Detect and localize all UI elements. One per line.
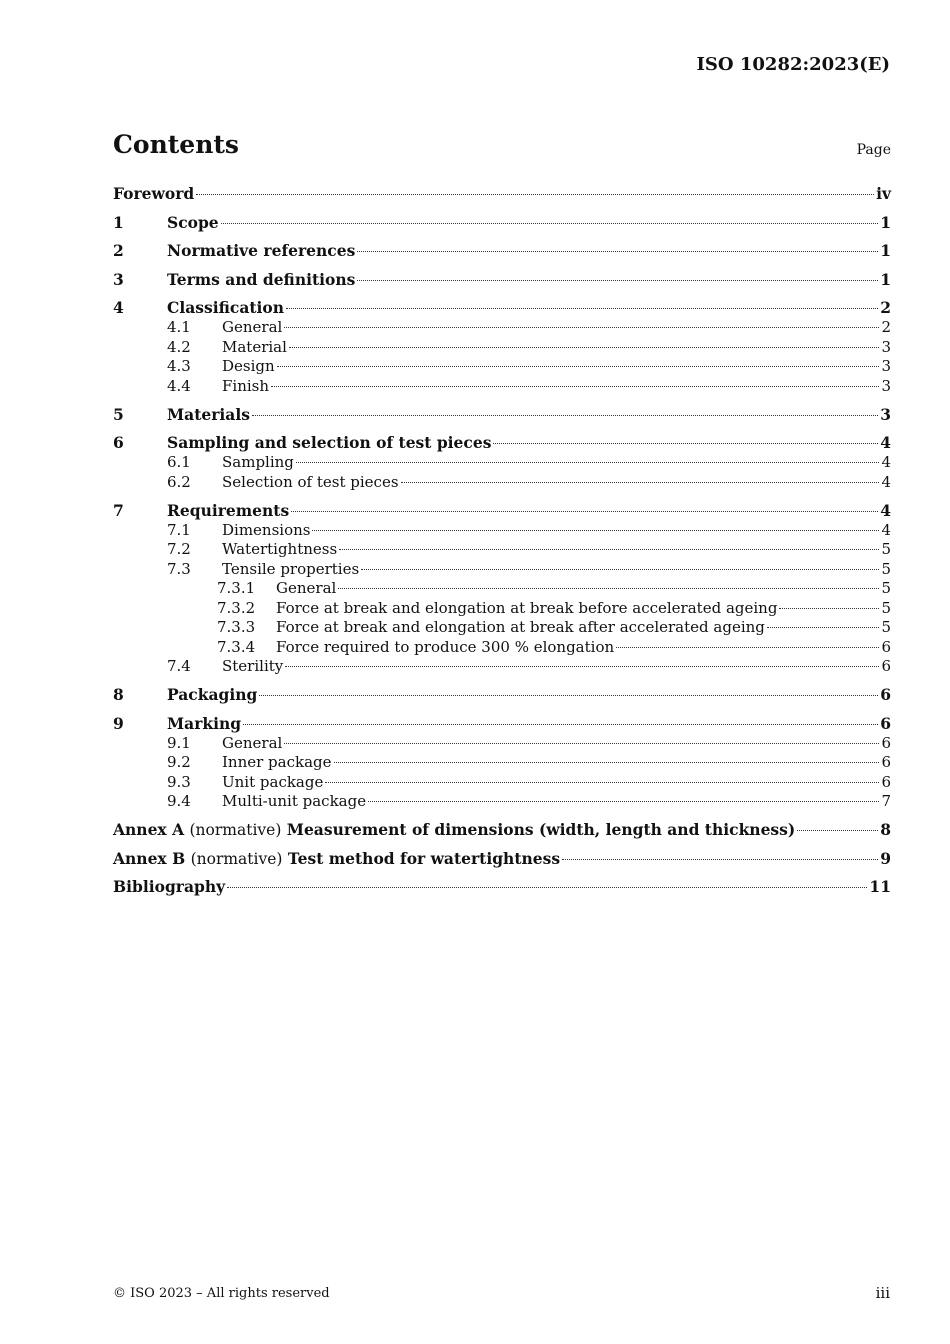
toc-entry-number: 1 [113,212,124,232]
toc-entry-number: 4.1 [167,318,191,336]
toc-entry[interactable] [113,270,891,290]
dot-leader [284,327,879,328]
toc-entry[interactable] [113,241,891,261]
toc-entry-label: Marking [167,713,242,733]
dot-leader [334,762,880,763]
dot-leader [401,482,880,483]
dot-leader [357,251,878,252]
toc-entry-label: Terms and definitions [167,269,356,289]
toc-entry-number: 8 [113,685,124,704]
toc-entry-label: Tensile properties [222,559,360,578]
dot-leader [493,443,878,444]
toc-entry-number: 7.3.4 [217,637,256,656]
page-column-label: Page [856,142,891,158]
toc-entry-number: 9.1 [167,733,191,752]
dot-leader [289,347,880,348]
toc-entry-number: 4.3 [167,357,191,375]
toc-entry[interactable] [113,618,891,638]
annex-title: Test method for watertightness [287,848,561,868]
toc-entry-label: Material [222,337,287,356]
dot-leader [243,724,878,725]
toc-entry-number: 2 [113,241,124,260]
dot-leader [767,627,880,628]
toc-entry-label: General [276,579,337,597]
page-title: Contents [113,130,240,159]
toc-entry-page: 9 [880,848,891,868]
toc-entry[interactable] [113,540,891,560]
dot-leader [291,511,878,512]
toc-entry-label: Multi-unit package [222,792,367,810]
toc-entry[interactable] [113,318,891,338]
toc-entry-label: Watertightness [222,540,338,558]
toc-entry[interactable] [113,213,891,233]
toc-entry-page: 6 [881,637,891,656]
annex-title: Measurement of dimensions (width, length and thickness) [286,820,796,839]
toc-entry[interactable] [113,405,891,425]
toc-entry-page: 5 [881,579,891,597]
toc-entry-label: Dimensions [222,520,311,539]
toc-entry-label: Unit package [222,772,324,791]
dot-leader [797,830,878,831]
toc-entry[interactable] [113,338,891,358]
toc-entry[interactable] [113,579,891,599]
toc-entry-label: Bibliography [113,877,226,896]
dot-leader [339,549,879,550]
toc-entry-number: 7.3.2 [217,598,256,617]
toc-entry-number: 6 [113,433,124,452]
toc-entry-number: 7.3 [167,559,191,578]
toc-entry-number: 9.2 [167,753,191,771]
toc-entry-number: 7.2 [167,540,191,558]
toc-entry-number: 7.3.1 [217,579,256,597]
toc-entry[interactable] [113,521,891,541]
toc-entry-label: Scope [167,212,219,232]
toc-entry-number: 6.2 [167,472,191,491]
toc-entry-page: iv [876,184,891,203]
dot-leader [296,462,880,463]
toc-entry-page: 3 [881,337,891,356]
toc-entry[interactable] [113,877,891,897]
toc-entry-page: 6 [880,685,891,704]
toc-entry-page: 6 [881,772,891,791]
toc-entry-page: 4 [880,433,891,452]
dot-leader [227,887,867,888]
toc-entry-label: Force required to produce 300 % elongation [276,637,615,656]
toc-entry-label: Packaging [167,685,258,704]
dot-leader [779,608,879,609]
dot-leader [616,647,879,648]
dot-leader [325,782,879,783]
toc-entry-number: 7 [113,500,124,520]
toc-entry-number: 3 [113,269,124,289]
toc-entry-page: 6 [881,753,891,771]
toc-entry-label: General [222,733,283,752]
toc-entry[interactable] [113,849,891,869]
document-id: ISO 10282:2023(E) [696,54,890,75]
toc-entry-label [113,820,795,840]
toc-entry-page: 3 [880,404,891,424]
dot-leader [271,386,879,387]
toc-entry-label: General [222,318,283,336]
dot-leader [252,415,878,416]
dot-leader [221,223,879,224]
toc-entry-page: 5 [881,598,891,617]
toc-entry-label: Sterility [222,657,284,675]
dot-leader [562,859,878,860]
toc-entry-label: Inner package [222,753,332,771]
toc-entry-page: 8 [880,820,891,839]
toc-entry-label: Force at break and elongation at break before accelerated ageing [276,598,778,617]
toc-entry[interactable] [113,657,891,677]
toc-entry[interactable] [113,820,891,840]
dot-leader [285,666,879,667]
toc-entry[interactable] [113,298,891,318]
page-number: iii [875,1284,890,1302]
toc-entry-page: 4 [881,472,891,491]
dot-leader [357,280,878,281]
toc-entry[interactable] [113,357,891,377]
toc-entry[interactable] [113,599,891,619]
toc-entry-label: Sampling [222,453,294,471]
dot-leader [338,588,879,589]
toc-entry-page: 6 [881,733,891,752]
toc-entry-page: 4 [880,500,891,520]
toc-entry-number: 4.4 [167,376,191,395]
dot-leader [277,366,880,367]
toc-entry-page: 5 [881,618,891,636]
toc-entry-page: 7 [881,792,891,810]
toc-entry-page: 11 [869,877,891,896]
annex-prefix: Annex A [113,820,185,839]
toc-entry[interactable] [113,685,891,705]
annex-qualifier: (normative) [190,849,283,868]
toc-entry[interactable] [113,773,891,793]
toc-entry-label: Design [222,357,275,375]
toc-entry-page: 1 [880,269,891,289]
table-of-contents [113,184,891,897]
toc-entry-page: 3 [881,376,891,395]
toc-entry[interactable] [113,184,891,204]
toc-entry-number: 7.4 [167,657,191,675]
toc-entry[interactable] [113,453,891,473]
toc-entry[interactable] [113,734,891,754]
toc-entry-page: 6 [881,657,891,675]
dot-leader [368,801,879,802]
toc-entry[interactable] [113,792,891,812]
toc-entry-label: Finish [222,376,270,395]
toc-entry-label: Selection of test pieces [222,472,399,491]
annex-prefix: Annex B [113,848,186,868]
toc-entry-label: Requirements [167,500,290,520]
dot-leader [196,194,874,195]
toc-entry-number: 6.1 [167,453,191,471]
copyright-notice: © ISO 2023 – All rights reserved [113,1286,330,1301]
toc-entry-page: 3 [881,357,891,375]
toc-entry-page: 2 [880,298,891,317]
toc-entry-page: 5 [881,540,891,558]
toc-entry-number: 7.1 [167,520,191,539]
toc-entry-number: 9.3 [167,772,191,791]
toc-entry-page: 1 [880,241,891,260]
toc-entry-page: 2 [881,318,891,336]
toc-entry-page: 6 [880,713,891,733]
toc-entry-number: 9 [113,713,124,733]
dot-leader [259,695,878,696]
toc-entry-label [113,849,560,869]
toc-entry-number: 5 [113,404,124,424]
dot-leader [361,569,879,570]
toc-entry-page: 1 [880,212,891,232]
toc-entry-label: Classification [167,298,285,317]
toc-entry-label: Sampling and selection of test pieces [167,433,492,452]
toc-entry[interactable] [113,433,891,453]
toc-entry[interactable] [113,473,891,493]
toc-entry-label: Foreword [113,184,195,203]
dot-leader [286,308,878,309]
toc-entry-number: 4.2 [167,337,191,356]
toc-entry[interactable] [113,753,891,773]
toc-entry-label: Materials [167,404,250,424]
dot-leader [284,743,879,744]
toc-entry-page: 4 [881,520,891,539]
toc-entry[interactable] [113,377,891,397]
toc-entry-number: 9.4 [167,792,191,810]
annex-qualifier: (normative) [189,821,282,839]
toc-entry-number: 4 [113,298,124,317]
toc-entry-page: 4 [881,453,891,471]
toc-entry[interactable] [113,714,891,734]
toc-entry[interactable] [113,560,891,580]
toc-entry-number: 7.3.3 [217,618,256,636]
toc-entry-label: Force at break and elongation at break after accelerated ageing [276,618,765,636]
toc-entry[interactable] [113,638,891,658]
toc-entry-page: 5 [881,559,891,578]
toc-entry-label: Normative references [167,241,356,260]
dot-leader [312,530,879,531]
toc-entry[interactable] [113,501,891,521]
